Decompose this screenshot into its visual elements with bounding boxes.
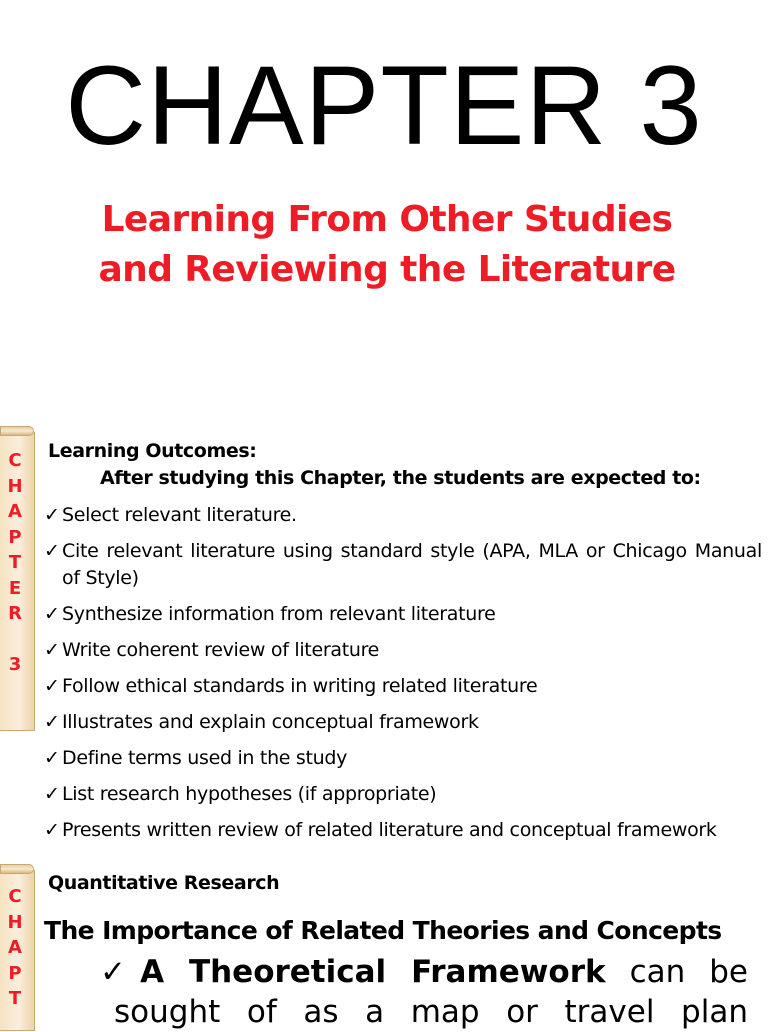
check-icon: ✓ [44,540,60,562]
scroll-letter: C [8,450,22,471]
outcomes-list [44,502,762,880]
scroll-letter: H [7,475,23,497]
list-item [44,637,762,673]
list-item [44,709,762,745]
outcome-text: Write coherent review of literature [62,639,380,661]
scroll-letter: P [8,526,22,548]
outcome-text: Presents written review of related literature and conceptual framework [62,819,717,841]
outcome-text: Cite relevant literature using standard style (APA, MLA or Chicago Manual of Style) [62,540,762,589]
scroll-letter: R [8,603,22,624]
scroll-letter: A [8,501,22,522]
list-item [44,601,762,637]
chapter-title: CHAPTER 3 [65,43,703,168]
list-item [44,781,762,817]
list-item [44,673,762,709]
scroll-letter: P [8,962,22,984]
check-icon: ✓ [44,639,60,661]
section-label: Quantitative Research [48,872,280,894]
outcome-text: Synthesize information from relevant literature [62,603,496,625]
check-icon: ✓ [44,747,60,769]
scroll-letter: A [8,937,22,958]
check-icon: ✓ [44,783,60,805]
check-icon: ✓ [44,675,60,697]
check-icon: ✓ [100,954,141,990]
scroll-letter: H [7,911,23,933]
bullet-bold-text: A Theoretical Framework [140,954,606,990]
outcome-text: List research hypotheses (if appropriate) [62,783,437,805]
section-heading: The Importance of Related Theories and Concepts [44,916,722,945]
scroll-letter: 3 [8,654,22,675]
theoretical-framework-bullet [100,952,748,1032]
scroll-letter: E [8,577,22,599]
outcome-text: Illustrates and explain conceptual framework [62,711,479,733]
scroll-letter [0,627,30,653]
subtitle-line-1: Learning From Other Studies [101,199,673,240]
scroll-letters [0,448,30,678]
scroll-letter: T [8,988,22,1009]
list-item [44,538,762,601]
chapter-subtitle [0,195,768,295]
scroll-banner [0,432,35,731]
quantitative-research-slide [0,866,768,1030]
learning-outcomes-subheading: After studying this Chapter, the students are expected to: [100,467,701,489]
outcome-text: Define terms used in the study [62,747,348,769]
learning-outcomes-slide [0,432,768,872]
scroll-letter: T [8,552,22,573]
scroll-letters [0,884,30,1012]
check-icon: ✓ [44,711,60,733]
outcome-text: Select relevant literature. [62,504,297,526]
check-icon: ✓ [44,819,60,841]
check-icon: ✓ [44,504,60,526]
subtitle-line-2: and Reviewing the Literature [98,249,676,290]
bullet-text-line-2: sought of as a map or travel plan [114,994,748,1030]
outcome-text: Follow ethical standards in writing related literature [62,675,538,697]
scroll-letter: C [8,886,22,907]
check-icon: ✓ [44,603,60,625]
learning-outcomes-heading: Learning Outcomes: [48,440,257,462]
list-item [44,502,762,538]
bullet-text: can be [605,954,748,990]
scroll-banner [0,870,35,1031]
list-item [44,745,762,781]
